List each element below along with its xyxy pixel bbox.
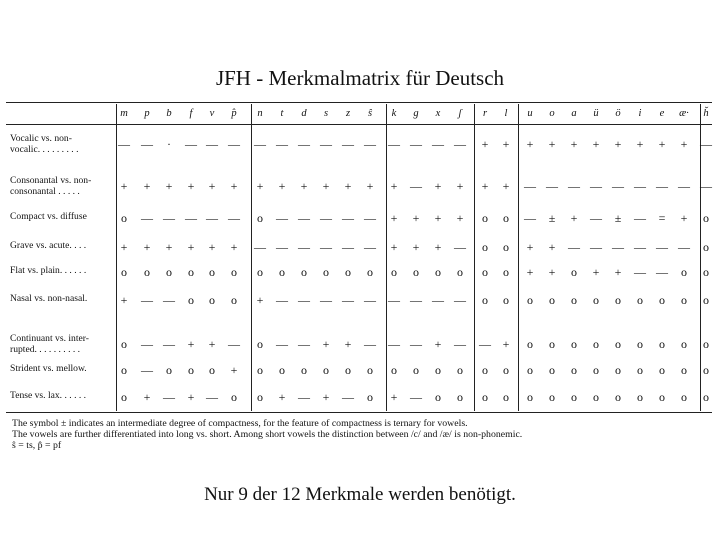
matrix-cell: + — [344, 179, 352, 193]
phoneme-header: z — [345, 108, 351, 119]
matrix-cell: o — [503, 240, 509, 254]
phoneme-header: n — [257, 108, 263, 119]
matrix-cell: + — [322, 337, 330, 351]
matrix-cell: = — [658, 211, 666, 225]
matrix-cell: o — [323, 363, 329, 377]
matrix-cell: o — [527, 363, 533, 377]
matrix-cell: — — [163, 337, 175, 351]
phoneme-header: d — [301, 108, 307, 119]
matrix-cell: — — [163, 293, 175, 307]
matrix-cell: — — [568, 240, 580, 254]
matrix-cell: o — [681, 265, 687, 279]
matrix-cell: o — [571, 337, 577, 351]
matrix-cell: o — [257, 337, 263, 351]
matrix-cell: o — [549, 337, 555, 351]
matrix-cell: o — [301, 265, 307, 279]
feature-label: Continuant vs. inter- — [10, 333, 89, 344]
matrix-cell: — — [364, 293, 376, 307]
page-title: JFH - Merkmalmatrix für Deutsch — [215, 66, 505, 90]
matrix-cell: — — [163, 390, 175, 404]
feature-label: rupted. . . . . . . . . . — [10, 344, 81, 355]
matrix-cell: + — [230, 240, 238, 254]
matrix-cell: — — [254, 137, 266, 151]
matrix-cell: — — [342, 211, 354, 225]
matrix-cell: + — [592, 137, 600, 151]
phoneme-header: i — [638, 108, 642, 119]
matrix-cell: — — [432, 293, 444, 307]
matrix-cell: — — [254, 240, 266, 254]
matrix-cell: + — [120, 240, 128, 254]
matrix-cell: — — [590, 211, 602, 225]
matrix-cell: — — [364, 137, 376, 151]
matrix-cell: + — [481, 137, 489, 151]
matrix-cell: o — [435, 363, 441, 377]
matrix-cell: — — [634, 265, 646, 279]
feature-label: Strident vs. mellow. — [10, 363, 87, 374]
phoneme-header: u — [527, 108, 533, 119]
matrix-cell: o — [279, 363, 285, 377]
phoneme-header: ŝ — [367, 108, 373, 119]
matrix-cell: — — [206, 390, 218, 404]
matrix-cell: o — [413, 265, 419, 279]
matrix-cell: o — [593, 337, 599, 351]
matrix-cell: + — [300, 179, 308, 193]
matrix-cell: + — [143, 390, 151, 404]
matrix-cell: + — [120, 179, 128, 193]
table-bottom-rule — [6, 412, 712, 413]
matrix-cell: o — [482, 240, 488, 254]
matrix-cell: — — [141, 211, 153, 225]
matrix-cell: o — [637, 390, 643, 404]
matrix-cell: + — [434, 240, 442, 254]
matrix-cell: o — [703, 390, 709, 404]
matrix-cell: + — [366, 179, 374, 193]
matrix-cell: — — [454, 137, 466, 151]
matrix-cell: — — [656, 240, 668, 254]
matrix-cell: o — [121, 390, 127, 404]
matrix-cell: o — [457, 363, 463, 377]
feature-label: Tense vs. lax. . . . . . — [10, 390, 87, 401]
phoneme-header: f — [189, 108, 193, 119]
matrix-cell: + — [230, 179, 238, 193]
phoneme-header: ü — [593, 108, 599, 119]
matrix-cell: — — [410, 293, 422, 307]
matrix-cell: + — [548, 137, 556, 151]
matrix-cell: — — [410, 337, 422, 351]
phoneme-header: g — [413, 108, 419, 119]
matrix-cell: — — [678, 240, 690, 254]
footnote-text: The symbol ± indicates an intermediate degree of compactness, for the feature of compactness is ternary for vowels. — [12, 418, 468, 429]
phoneme-header: h̆ — [703, 108, 709, 119]
matrix-cell: ± — [614, 211, 622, 225]
matrix-cell: o — [549, 293, 555, 307]
matrix-cell: + — [278, 179, 286, 193]
matrix-cell: o — [703, 337, 709, 351]
matrix-cell: — — [276, 137, 288, 151]
matrix-cell: o — [231, 390, 237, 404]
matrix-cell: o — [593, 390, 599, 404]
matrix-cell: + — [230, 363, 238, 377]
matrix-cell: — — [546, 179, 558, 193]
matrix-cell: — — [228, 337, 240, 351]
matrix-cell: + — [592, 265, 600, 279]
phoneme-header: x — [435, 108, 441, 119]
matrix-cell: o — [279, 265, 285, 279]
matrix-cell: + — [390, 390, 398, 404]
matrix-cell: — — [298, 390, 310, 404]
feature-label: Vocalic vs. non- — [10, 133, 72, 144]
matrix-cell: o — [503, 293, 509, 307]
matrix-cell: + — [658, 137, 666, 151]
matrix-cell: + — [143, 240, 151, 254]
matrix-cell: o — [659, 390, 665, 404]
matrix-cell: — — [634, 240, 646, 254]
matrix-cell: o — [681, 337, 687, 351]
matrix-cell: + — [456, 179, 464, 193]
matrix-cell: o — [482, 265, 488, 279]
matrix-cell: o — [391, 363, 397, 377]
feature-label: vocalic. . . . . . . . . — [10, 144, 79, 155]
matrix-cell: + — [187, 240, 195, 254]
matrix-cell: o — [231, 265, 237, 279]
phoneme-header: r — [482, 108, 488, 119]
matrix-cell: o — [503, 265, 509, 279]
matrix-cell: o — [703, 293, 709, 307]
matrix-cell: + — [636, 137, 644, 151]
matrix-cell: o — [681, 293, 687, 307]
phoneme-header: v — [209, 108, 215, 119]
footnote-text: ŝ = ts, p̂ = pf — [12, 440, 62, 451]
matrix-cell: — — [141, 137, 153, 151]
matrix-cell: — — [163, 211, 175, 225]
matrix-cell: — — [276, 337, 288, 351]
matrix-cell: — — [298, 240, 310, 254]
matrix-cell: + — [322, 179, 330, 193]
matrix-cell: o — [659, 337, 665, 351]
matrix-cell: — — [388, 293, 400, 307]
matrix-cell: + — [412, 240, 420, 254]
matrix-cell: — — [524, 179, 536, 193]
matrix-cell: + — [434, 179, 442, 193]
matrix-cell: + — [208, 179, 216, 193]
matrix-cell: — — [590, 179, 602, 193]
matrix-cell: + — [502, 137, 510, 151]
matrix-cell: — — [206, 137, 218, 151]
matrix-cell: o — [121, 265, 127, 279]
matrix-cell: — — [228, 211, 240, 225]
matrix-cell: — — [700, 137, 712, 151]
matrix-cell: + — [256, 293, 264, 307]
matrix-cell: o — [593, 363, 599, 377]
phoneme-header: ʃ — [458, 108, 462, 119]
matrix-cell: o — [121, 211, 127, 225]
matrix-cell: — — [678, 179, 690, 193]
matrix-cell: — — [228, 137, 240, 151]
matrix-cell: o — [323, 265, 329, 279]
matrix-cell: — — [479, 337, 491, 351]
matrix-cell: + — [680, 211, 688, 225]
feature-label: Consonantal vs. non- — [10, 175, 92, 186]
matrix-cell: — — [568, 179, 580, 193]
matrix-cell: + — [208, 240, 216, 254]
matrix-cell: o — [659, 293, 665, 307]
matrix-cell: o — [188, 293, 194, 307]
feature-label: Compact vs. diffuse — [10, 211, 87, 222]
matrix-cell: — — [298, 293, 310, 307]
header-bottom-rule — [6, 124, 712, 125]
matrix-cell: + — [434, 211, 442, 225]
matrix-cell: — — [141, 293, 153, 307]
matrix-cell: o — [188, 265, 194, 279]
matrix-cell: — — [454, 337, 466, 351]
matrix-cell: — — [320, 240, 332, 254]
matrix-cell: — — [342, 240, 354, 254]
matrix-cell: — — [141, 363, 153, 377]
phoneme-header: ö — [615, 108, 621, 119]
phoneme-header: o — [549, 108, 555, 119]
matrix-cell: + — [548, 265, 556, 279]
phoneme-header: m — [120, 108, 128, 119]
matrix-cell: — — [364, 211, 376, 225]
matrix-cell: o — [209, 293, 215, 307]
feature-matrix-table — [6, 100, 712, 462]
matrix-cell: o — [549, 390, 555, 404]
feature-label: Grave vs. acute. . . . — [10, 240, 87, 251]
matrix-cell: + — [165, 179, 173, 193]
matrix-cell: o — [571, 293, 577, 307]
matrix-cell: o — [367, 363, 373, 377]
phoneme-header: e — [659, 108, 665, 119]
matrix-cell: + — [390, 240, 398, 254]
matrix-cell: o — [482, 363, 488, 377]
matrix-cell: — — [298, 137, 310, 151]
matrix-cell: o — [257, 265, 263, 279]
feature-label: consonantal . . . . . — [10, 186, 80, 197]
matrix-cell: + — [680, 137, 688, 151]
matrix-cell: o — [527, 293, 533, 307]
matrix-cell: o — [209, 363, 215, 377]
matrix-cell: + — [548, 240, 556, 254]
matrix-cell: o — [615, 337, 621, 351]
matrix-cell: + — [526, 137, 534, 151]
matrix-cell: — — [364, 337, 376, 351]
matrix-cell: — — [276, 240, 288, 254]
matrix-cell: + — [187, 179, 195, 193]
matrix-cell: — — [612, 240, 624, 254]
matrix-cell: o — [503, 390, 509, 404]
matrix-cell: + — [322, 390, 330, 404]
matrix-cell: + — [412, 211, 420, 225]
matrix-cell: — — [118, 137, 130, 151]
matrix-cell: — — [388, 137, 400, 151]
matrix-cell: — — [320, 137, 332, 151]
matrix-cell: — — [410, 179, 422, 193]
matrix-cell: o — [166, 363, 172, 377]
matrix-cell: o — [166, 265, 172, 279]
matrix-cell: — — [432, 137, 444, 151]
matrix-cell: + — [434, 337, 442, 351]
matrix-cell: + — [208, 337, 216, 351]
matrix-cell: — — [524, 211, 536, 225]
matrix-cell: o — [615, 363, 621, 377]
matrix-cell: o — [367, 265, 373, 279]
matrix-cell: o — [703, 240, 709, 254]
phoneme-header: b — [166, 108, 172, 119]
matrix-cell: + — [614, 265, 622, 279]
matrix-cell: o — [681, 390, 687, 404]
matrix-cell: o — [637, 293, 643, 307]
matrix-cell: o — [637, 363, 643, 377]
matrix-cell: o — [435, 265, 441, 279]
matrix-cell: + — [278, 390, 286, 404]
matrix-cell: + — [390, 179, 398, 193]
caption-text: Nur 9 der 12 Merkmale werden benötigt. — [204, 484, 516, 505]
matrix-cell: — — [410, 390, 422, 404]
table-top-rule — [6, 102, 712, 103]
matrix-cell: o — [593, 293, 599, 307]
matrix-cell: + — [526, 240, 534, 254]
matrix-cell: + — [165, 240, 173, 254]
feature-label: Nasal vs. non-nasal. — [10, 293, 88, 304]
matrix-cell: — — [141, 337, 153, 351]
matrix-cell: · — [167, 137, 171, 151]
matrix-cell: o — [615, 390, 621, 404]
matrix-cell: — — [185, 211, 197, 225]
matrix-cell: + — [456, 211, 464, 225]
matrix-cell: — — [656, 179, 668, 193]
matrix-cell: + — [344, 337, 352, 351]
matrix-cell: o — [659, 363, 665, 377]
matrix-cell: — — [276, 211, 288, 225]
matrix-cell: o — [503, 211, 509, 225]
phoneme-header: æ· — [679, 108, 689, 119]
matrix-cell: o — [457, 390, 463, 404]
matrix-cell: o — [482, 211, 488, 225]
matrix-cell: o — [121, 363, 127, 377]
matrix-cell: — — [342, 137, 354, 151]
matrix-cell: — — [388, 337, 400, 351]
matrix-cell: + — [502, 179, 510, 193]
matrix-cell: o — [413, 363, 419, 377]
matrix-cell: o — [637, 337, 643, 351]
matrix-cell: — — [342, 293, 354, 307]
matrix-cell: — — [590, 240, 602, 254]
matrix-cell: o — [457, 265, 463, 279]
phoneme-header: s — [323, 108, 329, 119]
matrix-cell: — — [298, 337, 310, 351]
matrix-cell: + — [187, 390, 195, 404]
phoneme-header: l — [504, 108, 508, 119]
matrix-cell: o — [527, 337, 533, 351]
matrix-cell: o — [681, 363, 687, 377]
matrix-cell: — — [298, 211, 310, 225]
phoneme-header: k — [391, 108, 397, 119]
matrix-cell: o — [482, 390, 488, 404]
feature-label: Flat vs. plain. . . . . . — [10, 265, 87, 276]
matrix-cell: o — [571, 363, 577, 377]
matrix-cell: + — [614, 137, 622, 151]
matrix-cell: o — [345, 363, 351, 377]
matrix-cell: — — [454, 293, 466, 307]
matrix-cell: — — [320, 293, 332, 307]
matrix-cell: ± — [548, 211, 556, 225]
matrix-cell: o — [188, 363, 194, 377]
matrix-cell: o — [144, 265, 150, 279]
matrix-cell: — — [276, 293, 288, 307]
matrix-cell: o — [703, 265, 709, 279]
matrix-cell: — — [320, 211, 332, 225]
matrix-cell: — — [634, 179, 646, 193]
matrix-cell: — — [454, 240, 466, 254]
footnote-text: The vowels are further differentiated into long vs. short. Among short vowels the distinction between /c/ and /æ/ is non-phonemic. — [12, 429, 523, 440]
matrix-cell: o — [503, 363, 509, 377]
phoneme-header: t — [280, 108, 284, 119]
matrix-cell: o — [257, 390, 263, 404]
matrix-cell: + — [390, 211, 398, 225]
matrix-cell: o — [257, 363, 263, 377]
matrix-cell: o — [482, 293, 488, 307]
phoneme-header: p̂ — [231, 108, 237, 119]
matrix-cell: o — [703, 211, 709, 225]
matrix-cell: o — [231, 293, 237, 307]
phoneme-header: a — [571, 108, 577, 119]
matrix-cell: — — [206, 211, 218, 225]
matrix-cell: o — [435, 390, 441, 404]
matrix-cell: o — [615, 293, 621, 307]
matrix-cell: — — [634, 211, 646, 225]
matrix-cell: o — [571, 265, 577, 279]
matrix-cell: + — [143, 179, 151, 193]
matrix-cell: + — [570, 211, 578, 225]
matrix-cell: — — [342, 390, 354, 404]
matrix-cell: o — [301, 363, 307, 377]
matrix-cell: o — [571, 390, 577, 404]
matrix-cell: o — [703, 363, 709, 377]
matrix-cell: — — [185, 137, 197, 151]
matrix-cell: — — [410, 137, 422, 151]
matrix-cell: o — [549, 363, 555, 377]
matrix-cell: o — [367, 390, 373, 404]
matrix-cell: o — [345, 265, 351, 279]
matrix-cell: — — [612, 179, 624, 193]
phoneme-header: p — [144, 108, 150, 119]
matrix-cell: o — [257, 211, 263, 225]
matrix-cell: o — [527, 390, 533, 404]
matrix-cell: + — [526, 265, 534, 279]
matrix-cell: + — [481, 179, 489, 193]
matrix-cell: + — [187, 337, 195, 351]
matrix-cell: + — [256, 179, 264, 193]
matrix-cell: — — [364, 240, 376, 254]
matrix-cell: o — [121, 337, 127, 351]
matrix-cell: — — [656, 265, 668, 279]
matrix-cell: + — [502, 337, 510, 351]
matrix-cell: + — [570, 137, 578, 151]
matrix-cell: + — [120, 293, 128, 307]
matrix-cell: o — [209, 265, 215, 279]
matrix-cell: o — [391, 265, 397, 279]
matrix-cell: — — [700, 179, 712, 193]
